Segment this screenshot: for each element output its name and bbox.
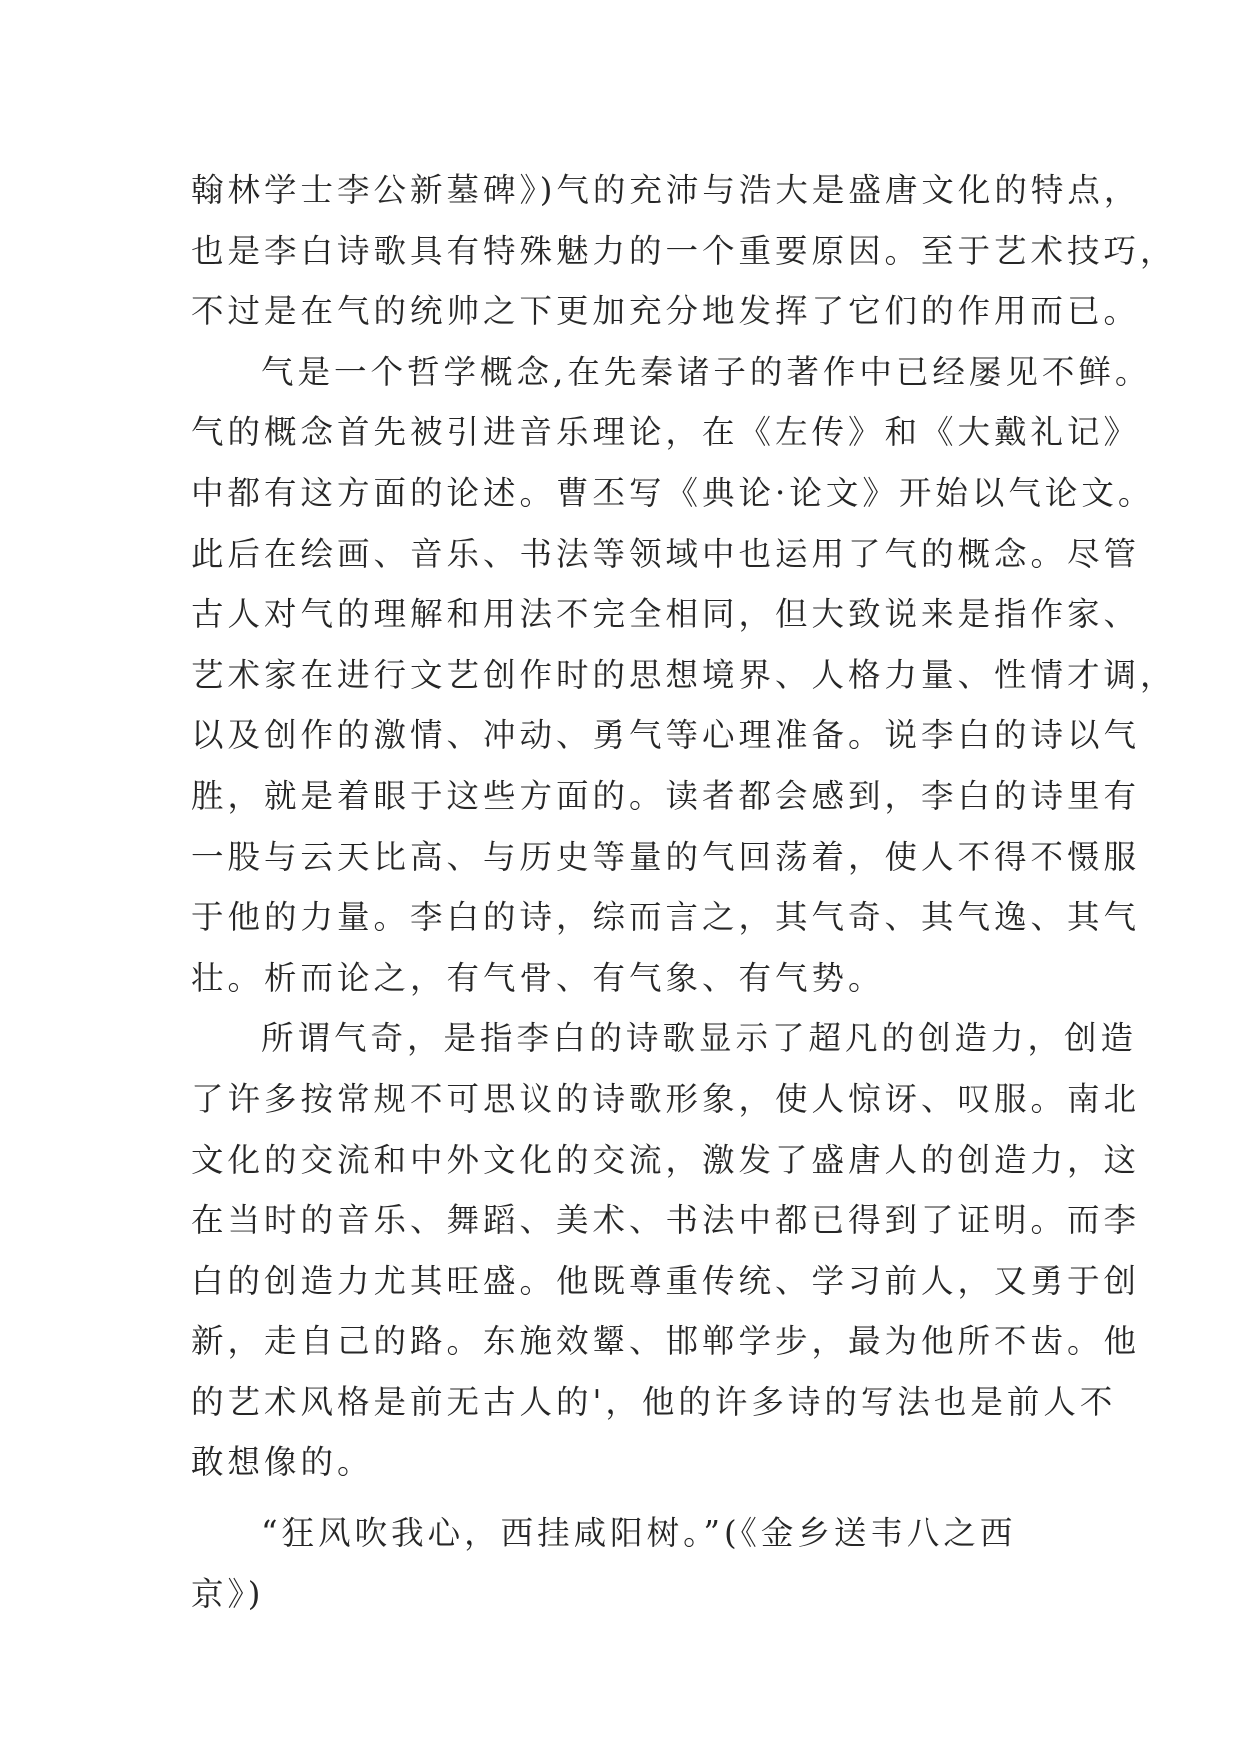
text-line: 于他的力量。李白的诗，综而言之，其气奇、其气逸、其气 xyxy=(191,898,1141,937)
text-line: 在当时的音乐、舞蹈、美术、书法中都已得到了证明。而李 xyxy=(191,1201,1141,1240)
text-line: 艺术家在进行文艺创作时的思想境界、人格力量、性情才调， xyxy=(191,655,1177,694)
text-line: 气是一个哲学概念,在先秦诸子的著作中已经屡见不鲜。 xyxy=(261,352,1152,391)
text-line: 气的概念首先被引进音乐理论，在《左传》和《大戴礼记》 xyxy=(191,413,1141,452)
text-line: 文化的交流和中外文化的交流，激发了盛唐人的创造力，这 xyxy=(191,1140,1141,1179)
text-line: 古人对气的理解和用法不完全相同，但大致说来是指作家、 xyxy=(191,595,1141,634)
text-line: 也是李白诗歌具有特殊魅力的一个重要原因。至于艺术技巧， xyxy=(191,231,1177,270)
body-text xyxy=(191,160,1177,1624)
text-line: 新，走自己的路。东施效颦、邯郸学步，最为他所不齿。他 xyxy=(191,1322,1141,1361)
text-line: 中都有这方面的论述。曹丕写《典论·论文》开始以气论文。 xyxy=(191,473,1155,512)
text-line: 以及创作的激情、冲动、勇气等心理准备。说李白的诗以气 xyxy=(191,716,1141,755)
text-line: 不过是在气的统帅之下更加充分地发挥了它们的作用而已。 xyxy=(191,292,1141,331)
text-line: 白的创造力尤其旺盛。他既尊重传统、学习前人，又勇于创 xyxy=(191,1261,1141,1300)
text-line: 敢想像的。 xyxy=(191,1443,374,1482)
text-line: 了许多按常规不可思议的诗歌形象，使人惊讶、叹服。南北 xyxy=(191,1079,1141,1118)
quotation-line: 京》) xyxy=(191,1574,265,1613)
text-line: 此后在绘画、音乐、书法等领域中也运用了气的概念。尽管 xyxy=(191,534,1141,573)
text-line: 的艺术风格是前无古人的'，他的许多诗的写法也是前人不 xyxy=(191,1382,1117,1421)
text-line: 翰林学士李公新墓碑》)气的充沛与浩大是盛唐文化的特点， xyxy=(191,171,1141,209)
text-line: 所谓气奇，是指李白的诗歌显示了超凡的创造力，创造 xyxy=(261,1019,1138,1058)
text-line: 一股与云天比高、与历史等量的气回荡着，使人不得不慑服 xyxy=(191,837,1141,876)
quotation-line: “狂风吹我心，西挂咸阳树。”(《金乡送韦八之西 xyxy=(261,1514,1017,1553)
text-line: 胜，就是着眼于这些方面的。读者都会感到，李白的诗里有 xyxy=(191,776,1141,815)
text-line: 壮。析而论之，有气骨、有气象、有气势。 xyxy=(191,958,885,997)
